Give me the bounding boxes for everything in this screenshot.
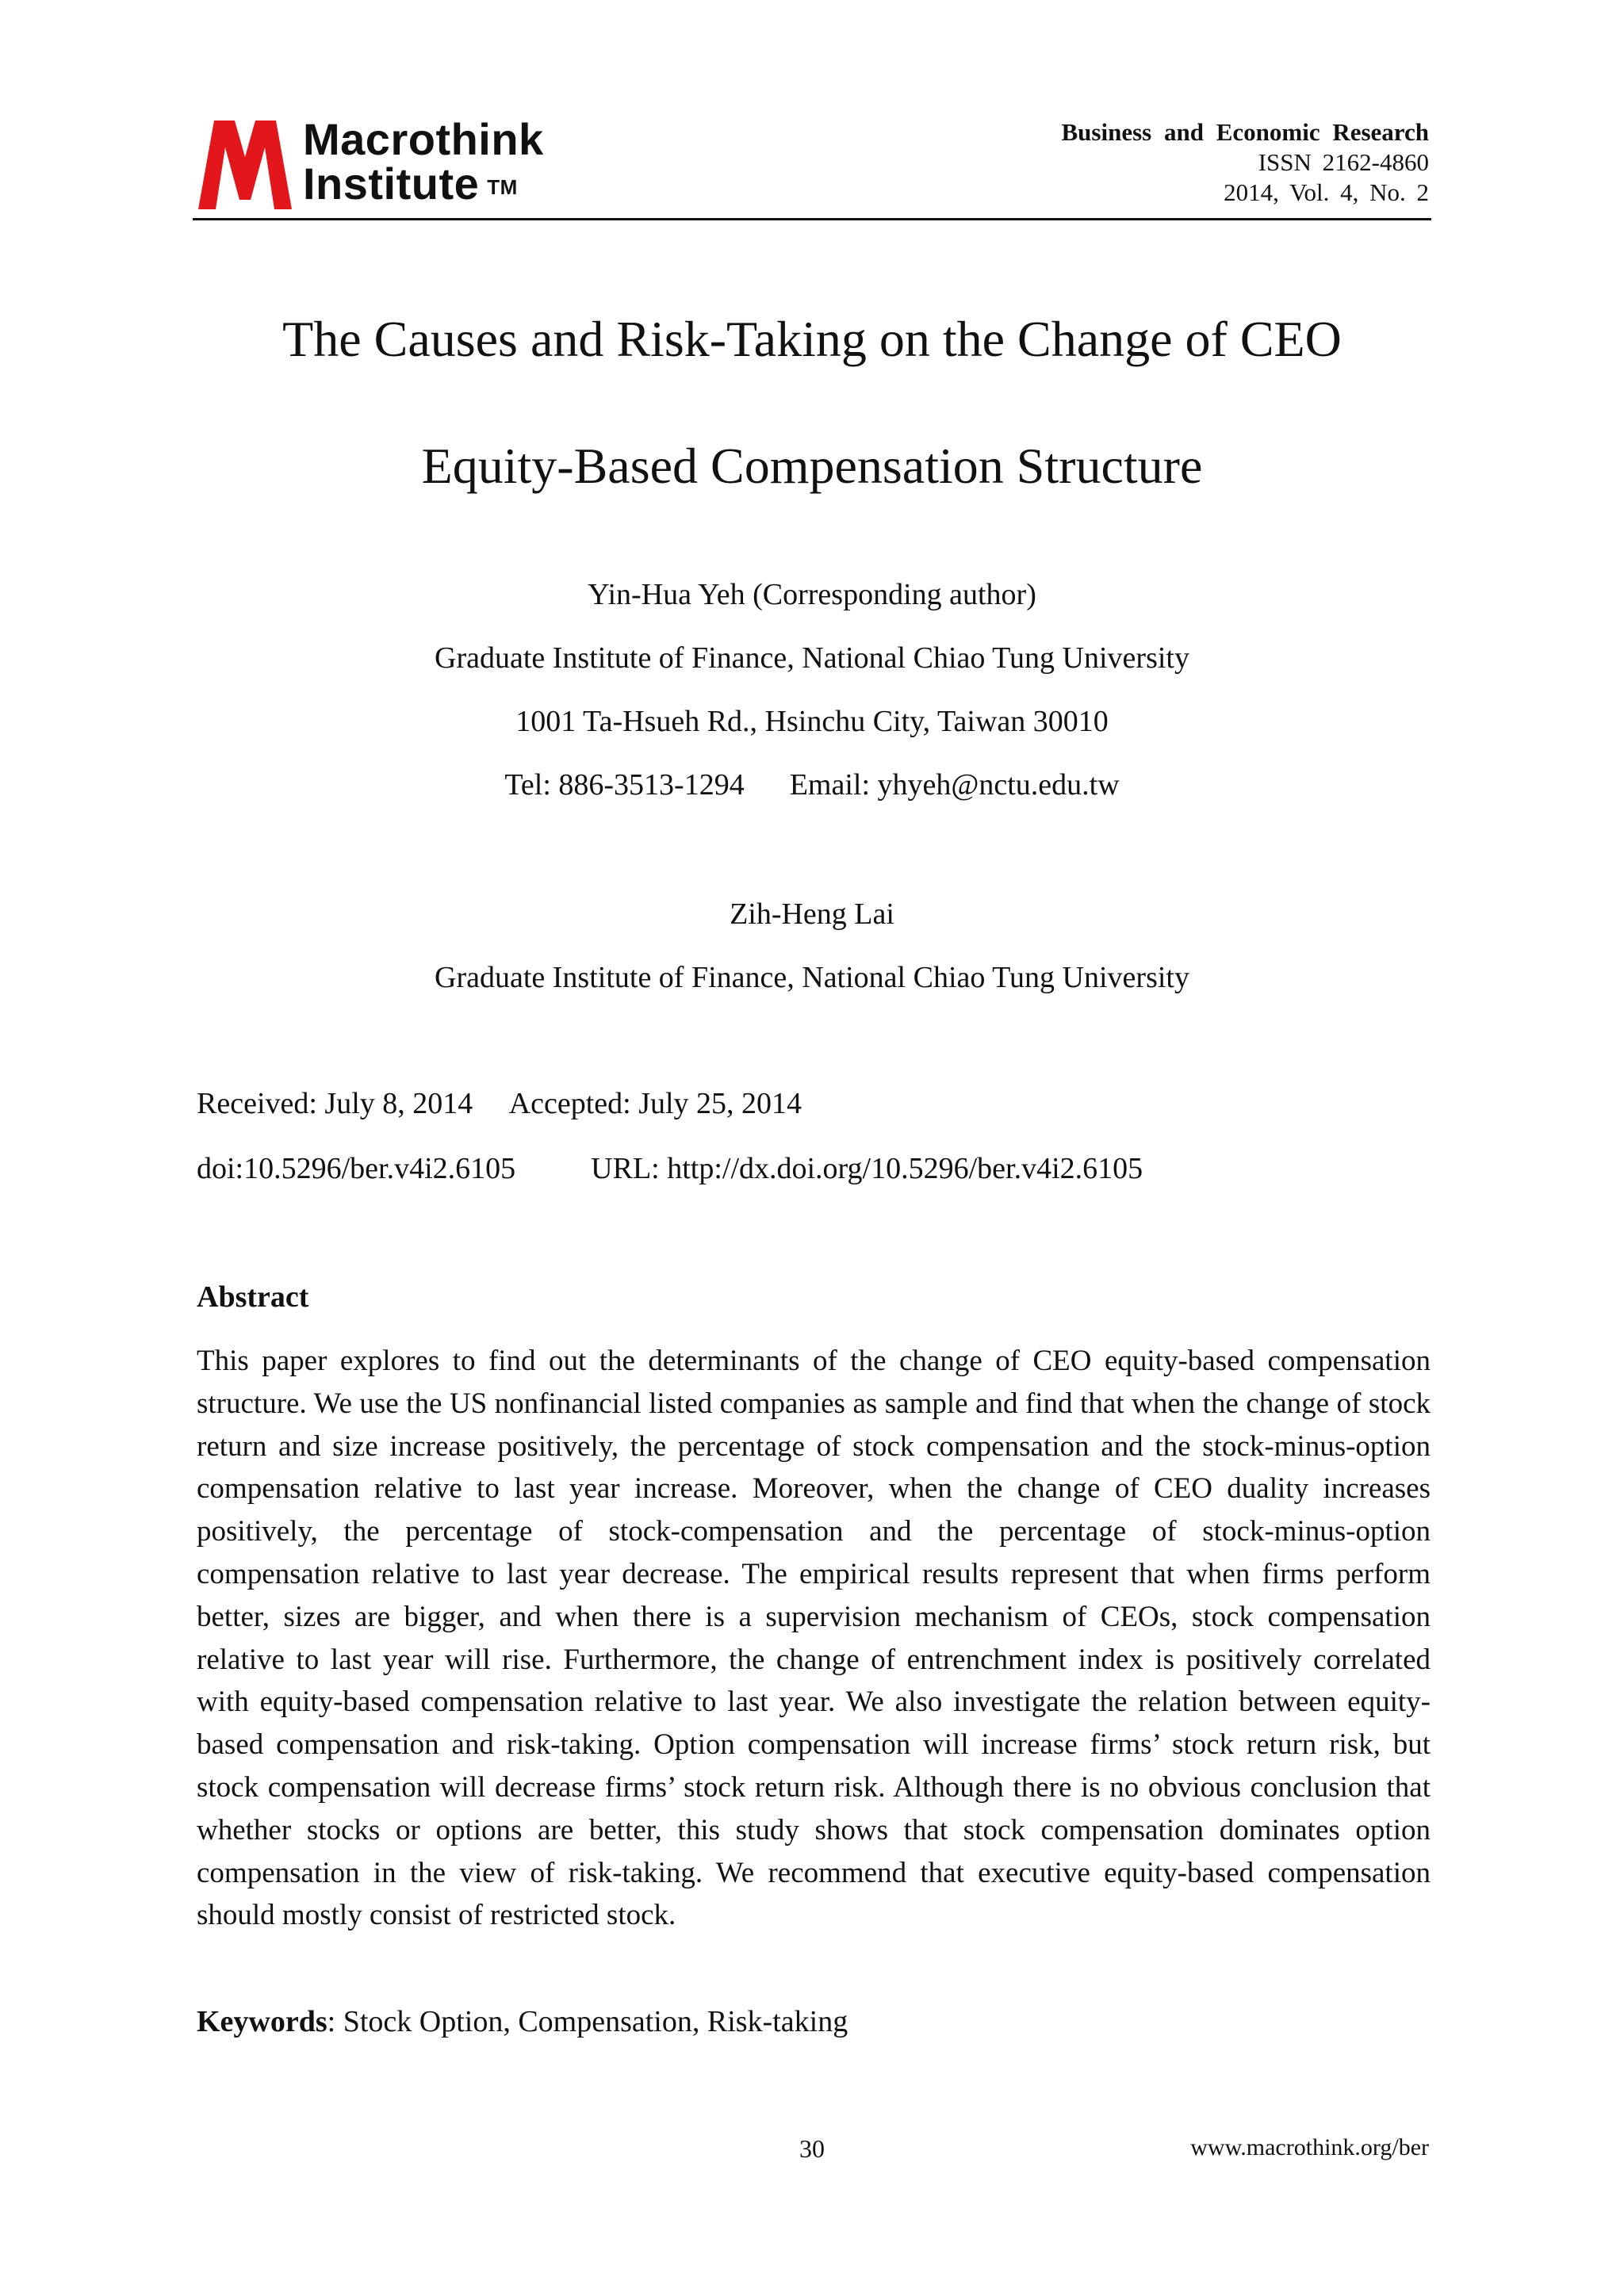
footer-website: www.macrothink.org/ber (1190, 2134, 1429, 2160)
author-block-1 (159, 563, 1465, 817)
keywords-text: : Stock Option, Compensation, Risk-taking (327, 2005, 848, 2038)
abstract-heading: Abstract (197, 1280, 309, 1314)
journal-issn: ISSN 2162-4860 (1258, 148, 1429, 176)
author2-affiliation: Graduate Institute of Finance, National Chiao Tung University (435, 961, 1189, 994)
journal-info (1062, 117, 1430, 208)
author1-address: 1001 Ta-Hsueh Rd., Hsinchu City, Taiwan 30010 (515, 705, 1109, 738)
author-block-2 (159, 882, 1465, 1009)
author1-affiliation: Graduate Institute of Finance, National Chiao Tung University (435, 641, 1189, 675)
journal-volume-issue: 2014, Vol. 4, No. 2 (1224, 178, 1429, 206)
paper-title (159, 276, 1465, 530)
macrothink-logo-icon (198, 121, 292, 209)
logo-wordmark (303, 114, 544, 209)
trademark-mark: TM (487, 175, 518, 199)
logo-line2: Institute (303, 159, 480, 209)
paper-title-line1: The Causes and Risk-Taking on the Change of CEO (282, 311, 1342, 367)
header-divider (193, 218, 1431, 220)
keywords-label: Keywords (197, 2005, 327, 2038)
keywords-line (197, 2002, 848, 2042)
author2-name: Zih-Heng Lai (730, 897, 894, 931)
logo-line1: Macrothink (303, 114, 544, 164)
paper-title-line2: Equity-Based Compensation Structure (421, 438, 1203, 494)
journal-name: Business and Economic Research (1061, 118, 1429, 146)
publisher-logo (198, 114, 626, 211)
doi-url-line: doi:10.5296/ber.v4i2.6105 URL: http://dx.doi.org/10.5296/ber.v4i2.6105 (197, 1152, 1143, 1185)
received-accepted-dates: Received: July 8, 2014 Accepted: July 25, 2014 (197, 1087, 802, 1120)
author1-contact: Tel: 886-3513-1294 Email: yhyeh@nctu.edu.tw (504, 768, 1120, 802)
abstract-text: This paper explores to find out the determinants of the change of CEO equity-based compensation structure. We use the US nonfinancial listed companies as sample and find that when the change of stock return and size increase positively, the percentage of stock compensation and the stock-minus-option compensation relative to last year increase. Moreover, when the change of CEO duality increases positively, the percentage of stock-compensation and the percentage of stock-minus-option compensation relative to last year decrease. The empirical results represent that when firms perform better, sizes are bigger, and when there is a supervision mechanism of CEOs, stock compensation relative to last year will rise. Furthermore, the change of entrenchment index is positively correlated with equity-based compensation relative to last year. We also investigate the relation between equity-based compensation and risk-taking. Option compensation will increase firms’ stock return risk, but stock compensation will decrease firms’ stock return risk. Although there is no obvious conclusion that whether stocks or options are better, this study shows that stock compensation dominates option compensation in the view of risk-taking. We recommend that executive equity-based compensation should mostly consist of restricted stock. (197, 1345, 1431, 1932)
author1-name: Yin-Hua Yeh (Corresponding author) (588, 578, 1036, 611)
page-number: 30 (799, 2134, 825, 2163)
logo-line2-wrap (303, 159, 544, 209)
